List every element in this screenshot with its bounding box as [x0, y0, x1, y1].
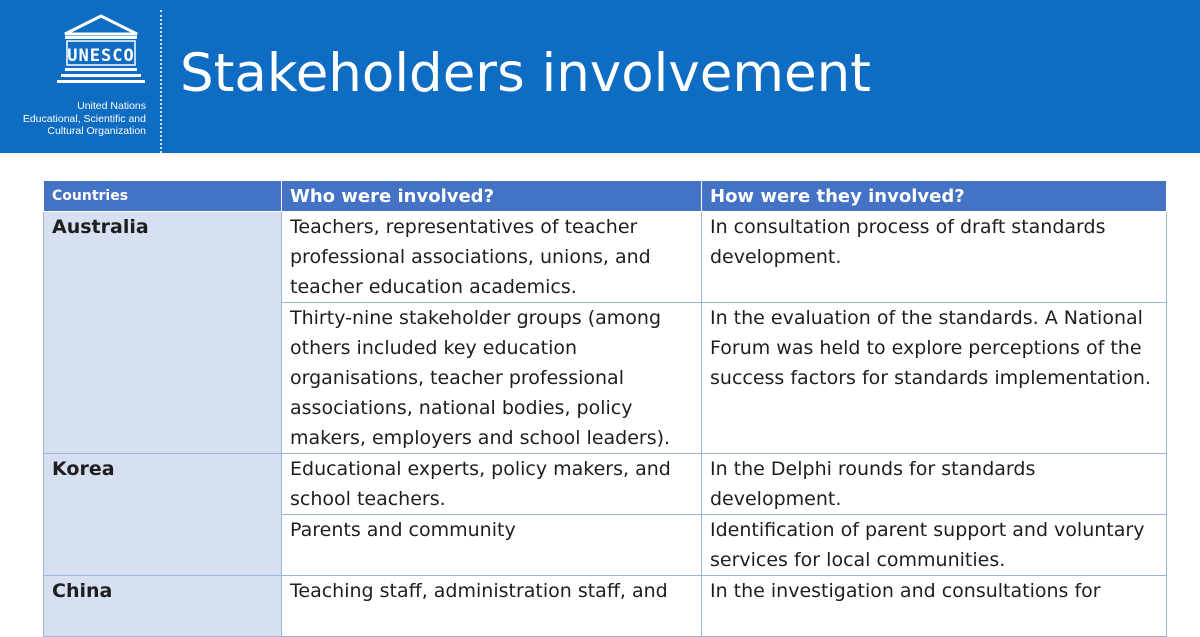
country-cell: Korea [44, 454, 282, 576]
stakeholders-table [43, 180, 1167, 637]
how-cell: In consultation process of draft standards development. [702, 212, 1167, 303]
table-row [44, 212, 1167, 303]
org-name-line: United Nations [77, 100, 146, 112]
who-cell: Teaching staff, administration staff, and [282, 576, 702, 637]
logo-wordmark: UNESCO [67, 46, 135, 66]
header-divider [160, 10, 162, 153]
who-cell: Educational experts, policy makers, and school teachers. [282, 454, 702, 515]
org-name-line: Cultural Organization [47, 125, 146, 137]
country-cell: China [44, 576, 282, 637]
who-cell: Parents and community [282, 515, 702, 576]
table-row [44, 576, 1167, 637]
column-header-how: How were they involved? [702, 181, 1167, 212]
who-cell: Teachers, representatives of teacher professional associations, unions, and teacher education academics. [282, 212, 702, 303]
how-cell: Identification of parent support and voluntary services for local communities. [702, 515, 1167, 576]
how-cell: In the investigation and consultations for [702, 576, 1167, 637]
column-header-countries: Countries [44, 181, 282, 212]
unesco-logo [0, 0, 160, 153]
country-cell: Australia [44, 212, 282, 454]
slide-header [0, 0, 1200, 153]
how-cell: In the Delphi rounds for standards development. [702, 454, 1167, 515]
table-row [44, 454, 1167, 515]
organization-name [0, 100, 146, 138]
column-header-who: Who were involved? [282, 181, 702, 212]
temple-icon [55, 14, 147, 92]
slide-title: Stakeholders involvement [180, 43, 871, 104]
who-cell: Thirty-nine stakeholder groups (among others included key education organisations, teacher professional associations, national bodies, policy makers, employers and school leaders). [282, 303, 702, 454]
table-header-row [44, 181, 1167, 212]
how-cell: In the evaluation of the standards. A National Forum was held to explore perceptions of the success factors for standards implementation. [702, 303, 1167, 454]
org-name-line: Educational, Scientific and [22, 112, 146, 125]
